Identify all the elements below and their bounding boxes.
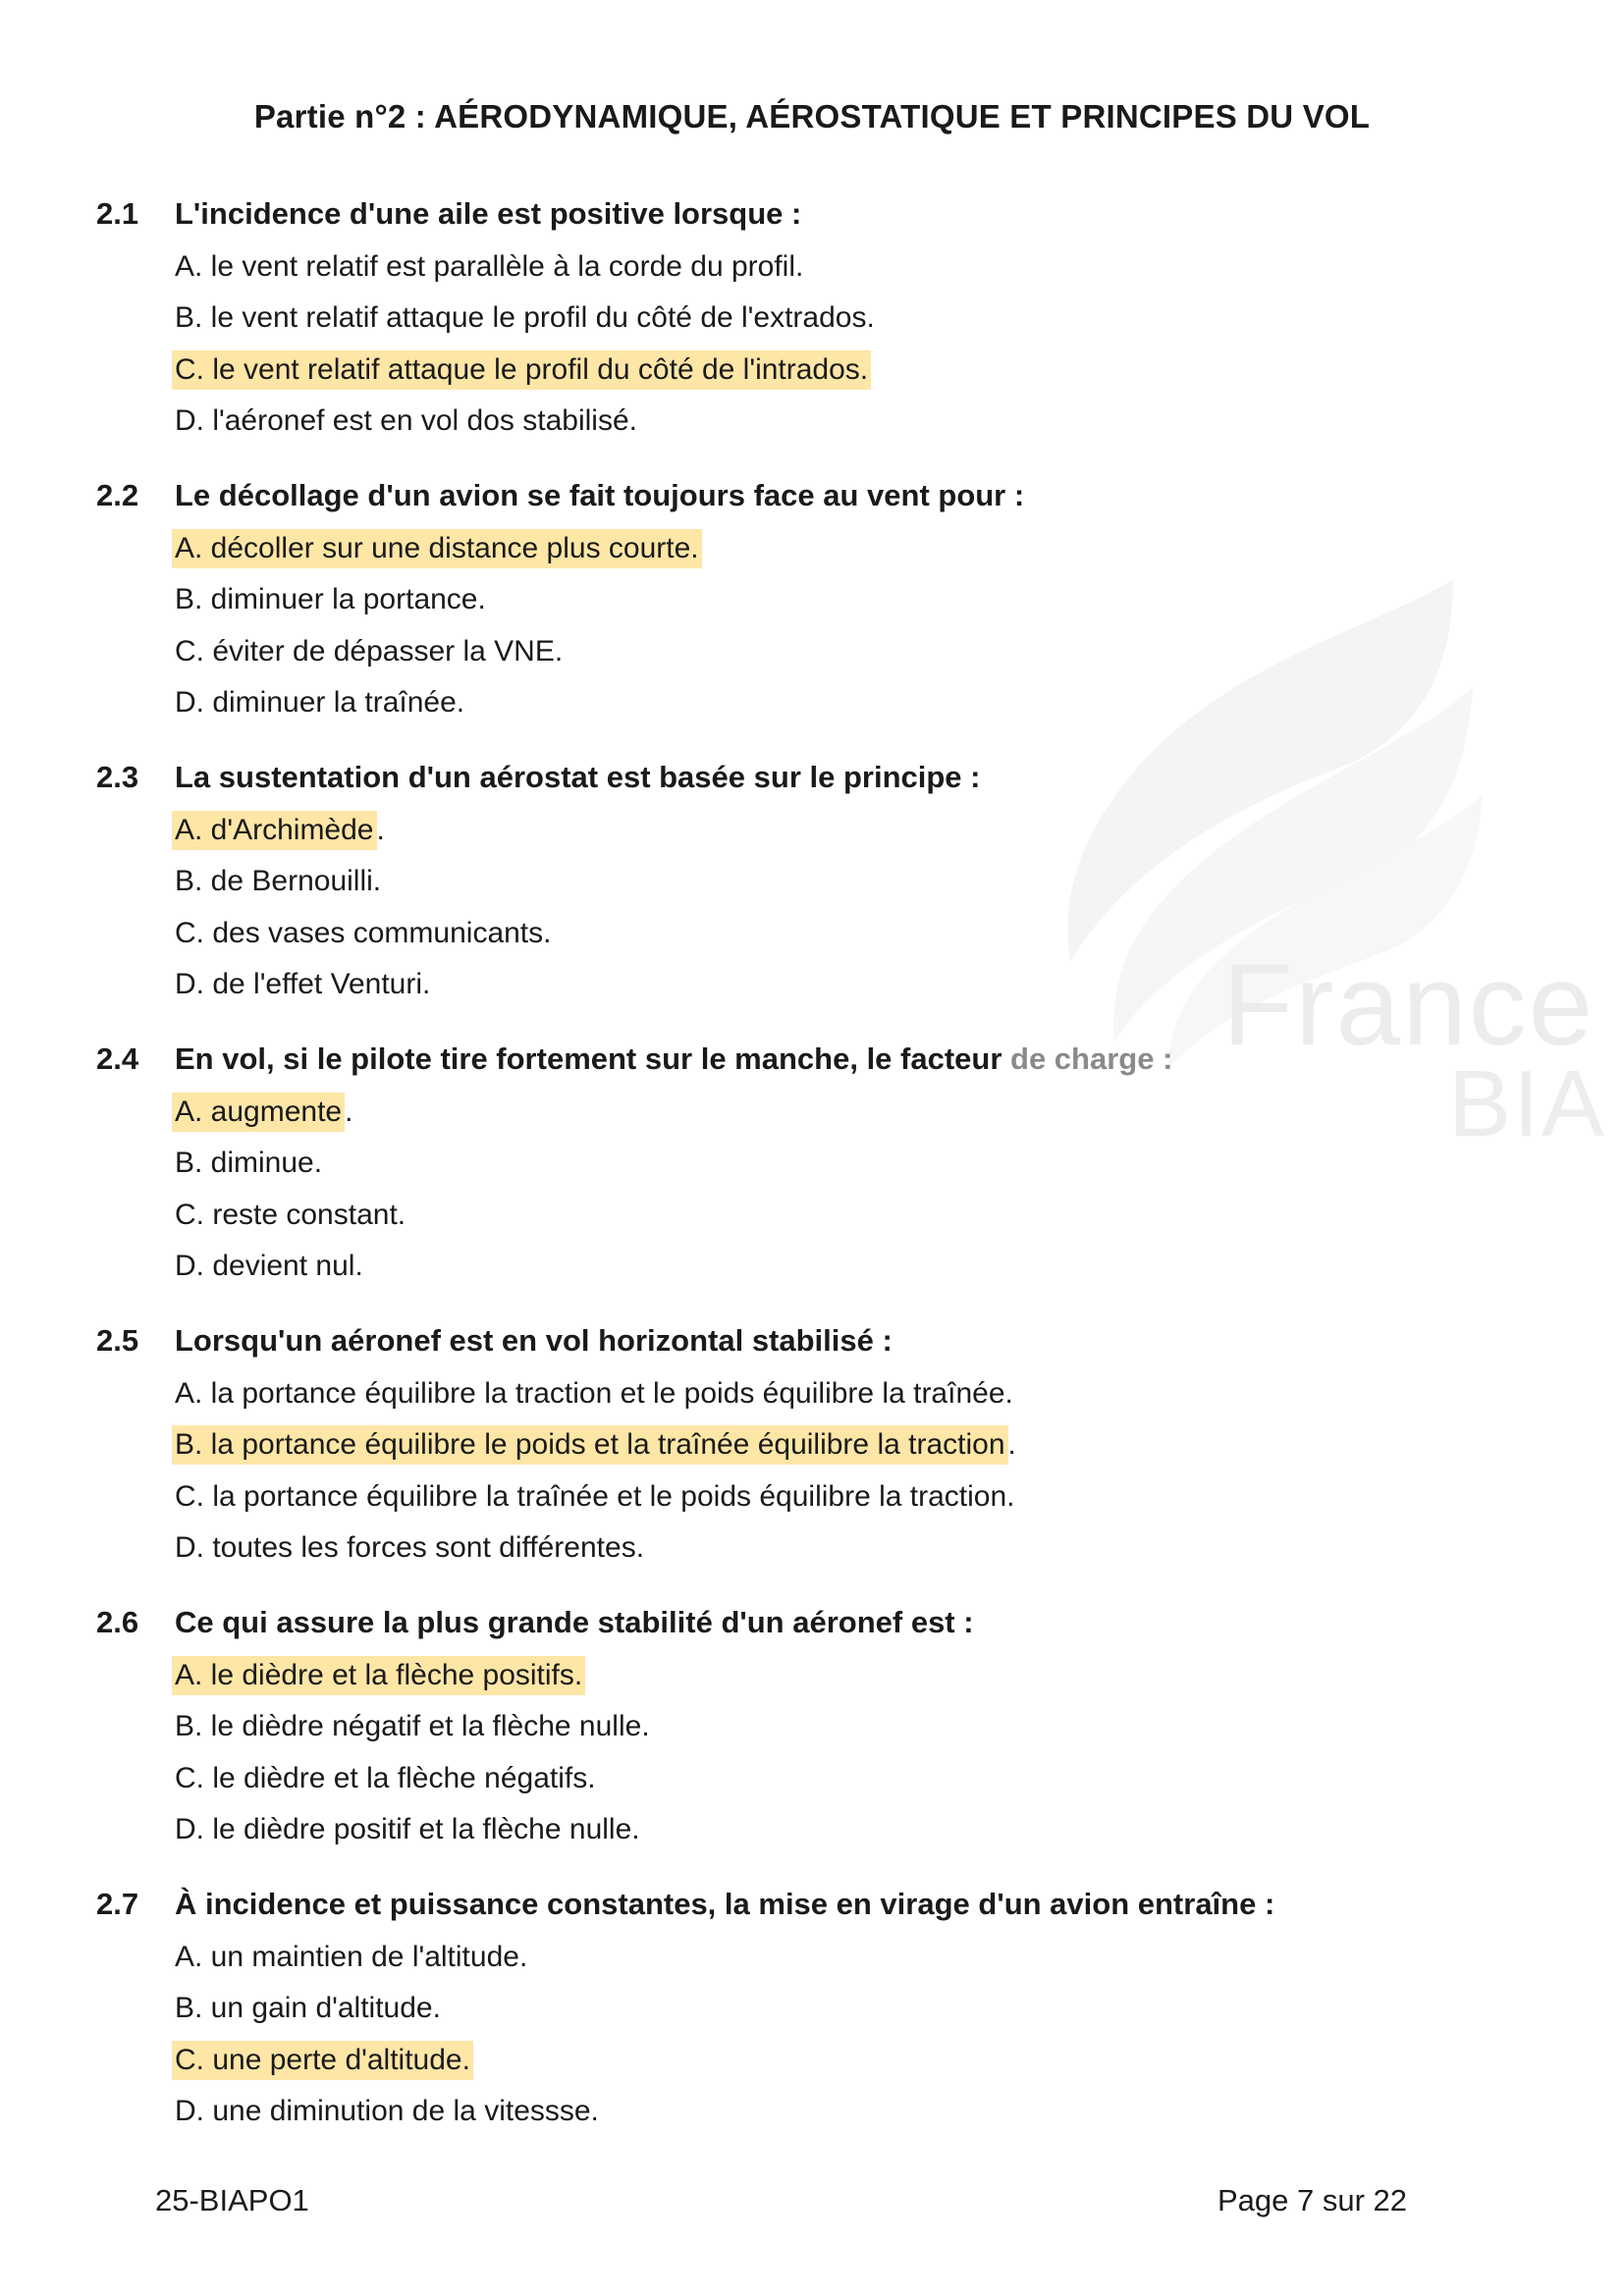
question-number: 2.6 [96,1605,139,1639]
option-d [172,965,1624,1016]
option-c-correct [172,2041,1624,2092]
option-b [172,1144,1624,1195]
option-text: B. diminuer la portance. [175,583,486,616]
page-title: Partie n°2 : AÉRODYNAMIQUE, AÉROSTATIQUE ET PRINCIPES DU VOL [253,98,1371,134]
question-number: 2.2 [96,478,139,512]
option-d [172,401,1624,453]
option-c-correct [172,350,1624,401]
option-a-correct [172,1093,1624,1144]
question-text: Le décollage d'un avion se fait toujours face au vent pour : [175,478,1025,512]
option-text: C. reste constant. [175,1198,406,1231]
question-number: 2.3 [96,760,139,794]
option-text: D. toutes les forces sont différentes. [175,1530,645,1564]
option-a-correct [172,529,1624,580]
question-text: L'incidence d'une aile est positive lorsque : [175,196,802,231]
option-text: B. le vent relatif attaque le profil du côté de l'extrados. [175,301,875,335]
option-text: D. diminuer la traînée. [175,685,465,719]
option-text: D. l'aéronef est en vol dos stabilisé. [175,403,637,437]
option-text: A. augmente [172,1093,345,1132]
question-2-1 [0,196,1624,453]
option-text: A. le dièdre et la flèche positifs. [172,1656,585,1695]
option-text: C. le vent relatif attaque le profil du côté de l'intrados. [172,350,871,390]
question-2-7 [0,1887,1624,2143]
option-d [172,1528,1624,1579]
footer-document-code: 25-BIAPO1 [155,2183,309,2217]
question-text: La sustentation d'un aérostat est basée sur le principe : [175,760,981,794]
option-text: A. la portance équilibre la traction et le poids équilibre la traînée. [175,1377,1013,1410]
watermark-text-france: France [1222,940,1596,1070]
option-text: D. une diminution de la vitessse. [175,2094,599,2127]
option-text: D. de l'effet Venturi. [175,967,431,1000]
question-number: 2.4 [96,1041,139,1076]
option-text: C. des vases communicants. [175,916,552,949]
option-text: B. la portance équilibre le poids et la traînée équilibre la traction [172,1425,1008,1465]
question-text-main: En vol, si le pilote tire fortement sur le manche, le facteur [175,1041,1002,1076]
option-a-correct [172,1656,1624,1707]
question-number: 2.5 [96,1323,139,1358]
option-suffix: . [345,1095,353,1128]
option-c [172,632,1624,683]
option-a [172,247,1624,298]
question-2-2 [0,478,1624,734]
question-text: Lorsqu'un aéronef est en vol horizontal stabilisé : [175,1323,893,1358]
question-text: À incidence et puissance constantes, la mise en virage d'un avion entraîne : [175,1887,1275,1921]
option-text: A. un maintien de l'altitude. [175,1941,528,1973]
question-number: 2.1 [96,196,139,231]
option-a-correct [172,811,1624,862]
question-number: 2.7 [96,1887,139,1921]
option-a [172,1938,1624,1989]
option-b [172,1707,1624,1758]
option-suffix: . [376,814,385,846]
watermark-text-bia: BIA [1448,1051,1606,1156]
option-text: D. devient nul. [175,1249,363,1282]
option-b [172,1989,1624,2040]
option-text: C. le dièdre et la flèche négatifs. [175,1761,596,1794]
option-text: B. un gain d'altitude. [175,1992,441,2025]
question-2-5 [0,1323,1624,1579]
option-text: C. la portance équilibre la traînée et le poids équilibre la traction. [175,1479,1015,1513]
option-d [172,1810,1624,1861]
option-text: D. le dièdre positif et la flèche nulle. [175,1812,640,1845]
option-c [172,914,1624,965]
option-a [172,1374,1624,1425]
option-d [172,2092,1624,2143]
option-d [172,683,1624,734]
option-text: A. le vent relatif est parallèle à la corde du profil. [175,250,804,283]
option-b [172,298,1624,349]
footer-page-number: Page 7 sur 22 [1218,2183,1408,2217]
option-suffix: . [1007,1428,1016,1462]
option-c [172,1477,1624,1528]
option-text: B. de Bernouilli. [175,865,382,898]
option-text: A. décoller sur une distance plus courte. [172,529,702,568]
option-b [172,580,1624,631]
question-2-6 [0,1605,1624,1861]
option-text: C. une perte d'altitude. [172,2041,473,2080]
option-b-correct [172,1425,1624,1476]
question-2-3 [0,760,1624,1016]
question-2-4 [0,1041,1624,1298]
option-c [172,1759,1624,1810]
option-c [172,1196,1624,1247]
option-text: B. le dièdre négatif et la flèche nulle. [175,1710,650,1743]
question-text-faded: de charge : [1001,1041,1173,1076]
option-text: B. diminue. [175,1147,323,1180]
option-text: C. éviter de dépasser la VNE. [175,634,564,667]
question-text: Ce qui assure la plus grande stabilité d'un aéronef est : [175,1605,974,1639]
option-d [172,1247,1624,1298]
question-text [175,1041,1172,1077]
option-text: A. d'Archimède [172,811,377,850]
option-b [172,862,1624,913]
